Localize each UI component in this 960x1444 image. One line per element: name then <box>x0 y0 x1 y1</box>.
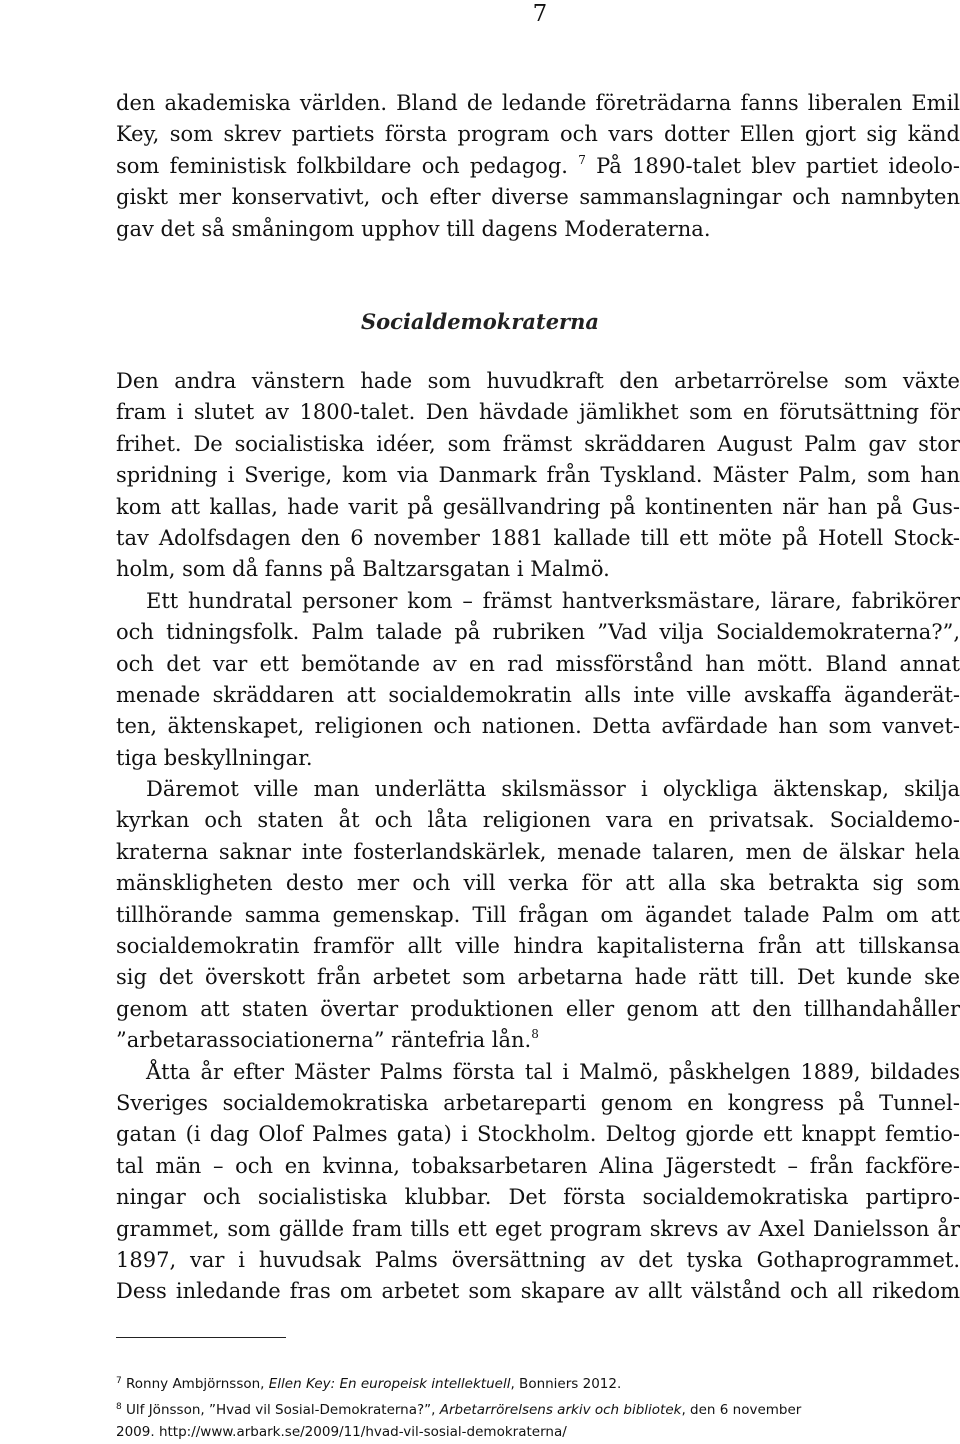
text-line: ningar och socialistiska klubbar. Det första socialdemokratiska partipro- <box>116 1185 960 1210</box>
text-line: Däremot ville man underlätta skilsmässor i olyckliga äktenskap, skilja <box>146 777 960 802</box>
text-line: Key, som skrev partiets första program och vars dotter Ellen gjort sig känd <box>116 122 960 147</box>
text-segment: som feministisk folkbildare och pedagog. <box>116 153 568 178</box>
footnote-text: Ronny Ambjörnsson, <box>121 1376 269 1392</box>
text-line: grammet, som gällde fram tills ett eget program skrevs av Axel Danielsson år <box>116 1216 960 1241</box>
text-line: och det var ett bemötande av en rad missförstånd han mött. Bland annat <box>116 651 960 676</box>
text-line: frihet. De socialistiska idéer, som främst skräddaren August Palm gav stor <box>116 431 960 456</box>
text-line: kyrkan och staten åt och låta religionen vara en privatsak. Socialdemo- <box>116 808 960 833</box>
text-line: tiga beskyllningar. <box>116 745 313 770</box>
footnote-divider <box>116 1337 286 1338</box>
footnote-mark: 7 <box>116 1376 122 1386</box>
text-line: gav det så småningom upphov till dagens Moderaterna. <box>116 216 711 241</box>
text-segment: På 1890-talet blev partiet ideolo- <box>585 153 960 178</box>
text-line: tillhörande samma gemenskap. Till frågan om ägandet talade Palm om att <box>116 902 960 927</box>
text-line: holm, som då fanns på Baltzarsgatan i Malmö. <box>116 557 610 582</box>
text-line: kom att kallas, hade varit på gesällvandring på kontinenten när han på Gus- <box>116 494 960 519</box>
text-segment: ”arbetarassociationerna” räntefria lån. <box>116 1028 532 1053</box>
text-line: fram i slutet av 1800-talet. Den hävdade jämlikhet som en förutsättning för <box>116 400 960 425</box>
text-line: Dess inledande fras om arbetet som skapare av allt välstånd och all rikedom <box>116 1279 960 1304</box>
section-body <box>116 366 960 1308</box>
footnote-ref-7[interactable]: 7 <box>578 152 586 167</box>
text-line: menade skräddaren att socialdemokratin alls inte ville avskaffa äganderät- <box>116 682 960 707</box>
footnote-text: Ulf Jönsson, ”Hvad vil Sosial-Demokraterna?”, <box>121 1402 440 1418</box>
text-line: gatan (i dag Olof Palmes gata) i Stockholm. Deltog gjorde ett knappt femtio- <box>116 1122 960 1147</box>
text-line: ten, äktenskapet, religionen och nationen. Detta avfärdade han som vanvet- <box>116 714 960 739</box>
footnotes <box>116 1373 960 1443</box>
footnote-text: , Bonniers 2012. <box>510 1376 622 1392</box>
text-line: socialdemokratin framför allt ville hindra kapitalisterna från att tillskansa <box>116 934 960 959</box>
text-line: Ett hundratal personer kom – främst hantverksmästare, lärare, fabrikörer <box>146 588 960 613</box>
page-number: 7 <box>532 1 548 27</box>
text-line: tav Adolfsdagen den 6 november 1881 kallade till ett möte på Hotell Stock- <box>116 525 960 550</box>
text-line: mänskligheten desto mer och vill verka för att alla ska betrakta sig som <box>116 871 960 896</box>
footnote-7 <box>116 1373 960 1395</box>
footnote-text: , den 6 november <box>681 1402 802 1418</box>
text-line: 1897, var i huvudsak Palms översättning av det tyska Gothaprogrammet. <box>116 1247 960 1272</box>
footnote-title: Ellen Key: En europeisk intellektuell <box>268 1376 511 1392</box>
footnote-ref-8[interactable]: 8 <box>531 1027 539 1042</box>
section-heading: Socialdemokraterna <box>360 309 599 334</box>
text-line <box>116 151 960 182</box>
footnote-8 <box>116 1399 960 1421</box>
text-line: kraterna saknar inte fosterlandskärlek, menade talaren, men de älskar hela <box>116 839 960 864</box>
text-line: tal män – och en kvinna, tobaksarbetaren Alina Jägerstedt – från fackföre- <box>116 1153 960 1178</box>
text-line: spridning i Sverige, kom via Danmark från Tyskland. Mäster Palm, som han <box>116 463 960 488</box>
text-line: Den andra vänstern hade som huvudkraft den arbetarrörelse som växte <box>116 369 960 393</box>
footnote-title: Arbetarrörelsens arkiv och bibliotek <box>439 1402 682 1418</box>
intro-paragraph <box>116 88 960 245</box>
text-line: giskt mer konservativt, och efter diverse sammanslagningar och namnbyten <box>116 185 960 210</box>
footnote-8-url[interactable]: 2009. http://www.arbark.se/2009/11/hvad-vil-sosial-demokraterna/ <box>116 1424 567 1440</box>
text-line: Sveriges socialdemokratiska arbetareparti genom en kongress på Tunnel- <box>116 1090 960 1115</box>
text-line: sig det överskott från arbetet som arbetarna hade rätt till. Det kunde ske <box>116 965 960 990</box>
text-line: den akademiska världen. Bland de ledande företrädarna fanns liberalen Emil <box>116 91 960 115</box>
text-line <box>116 1025 960 1056</box>
text-line: genom att staten övertar produktionen eller genom att den tillhandahåller <box>116 996 960 1021</box>
text-line: Åtta år efter Mäster Palms första tal i Malmö, påskhelgen 1889, bildades <box>146 1059 960 1084</box>
footnote-mark: 8 <box>116 1402 122 1412</box>
text-line: och tidningsfolk. Palm talade på rubriken ”Vad vilja Socialdemokraterna?”, <box>116 620 960 645</box>
